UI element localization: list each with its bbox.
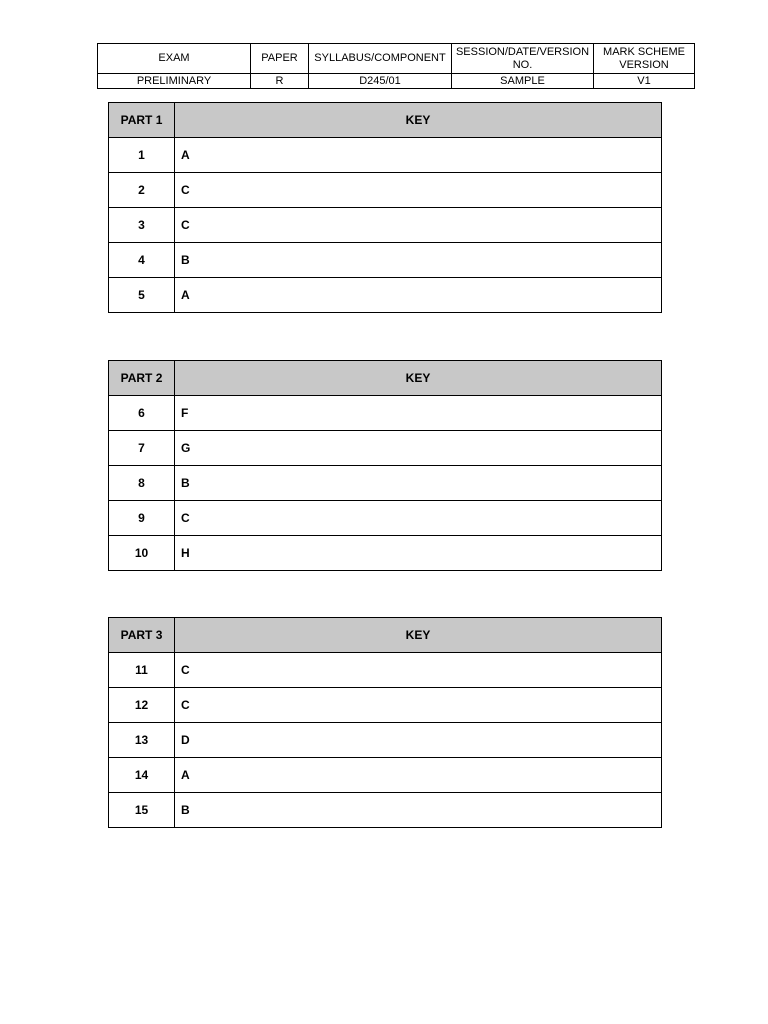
part-label: PART 2 bbox=[109, 361, 175, 396]
answer-key: C bbox=[175, 653, 662, 688]
question-number: 2 bbox=[109, 173, 175, 208]
answer-key: G bbox=[175, 431, 662, 466]
question-number: 1 bbox=[109, 138, 175, 173]
answer-key: F bbox=[175, 396, 662, 431]
table-row bbox=[109, 758, 662, 793]
question-number: 4 bbox=[109, 243, 175, 278]
paper-value: R bbox=[251, 74, 309, 89]
question-number: 10 bbox=[109, 536, 175, 571]
question-number: 8 bbox=[109, 466, 175, 501]
answer-key: A bbox=[175, 138, 662, 173]
part-1-header-row bbox=[109, 103, 662, 138]
table-row bbox=[109, 688, 662, 723]
answer-key: H bbox=[175, 536, 662, 571]
question-number: 5 bbox=[109, 278, 175, 313]
key-label: KEY bbox=[175, 361, 662, 396]
table-row bbox=[109, 723, 662, 758]
answer-key: A bbox=[175, 758, 662, 793]
answer-key: D bbox=[175, 723, 662, 758]
exam-info-header-row bbox=[98, 44, 695, 74]
session-label: SESSION/DATE/VERSION NO. bbox=[452, 44, 594, 74]
question-number: 13 bbox=[109, 723, 175, 758]
mark-scheme-label: MARK SCHEME VERSION bbox=[594, 44, 695, 74]
part-2-header-row bbox=[109, 361, 662, 396]
question-number: 15 bbox=[109, 793, 175, 828]
table-row bbox=[109, 278, 662, 313]
answer-key: A bbox=[175, 278, 662, 313]
exam-label: EXAM bbox=[98, 44, 251, 74]
part-3-key-table bbox=[108, 617, 662, 828]
question-number: 3 bbox=[109, 208, 175, 243]
part-label: PART 1 bbox=[109, 103, 175, 138]
answer-key: B bbox=[175, 466, 662, 501]
answer-key: B bbox=[175, 793, 662, 828]
table-row bbox=[109, 243, 662, 278]
question-number: 12 bbox=[109, 688, 175, 723]
table-row bbox=[109, 501, 662, 536]
table-row bbox=[109, 431, 662, 466]
part-3-header-row bbox=[109, 618, 662, 653]
part-2-key-table bbox=[108, 360, 662, 571]
question-number: 7 bbox=[109, 431, 175, 466]
key-label: KEY bbox=[175, 618, 662, 653]
question-number: 14 bbox=[109, 758, 175, 793]
table-row bbox=[109, 536, 662, 571]
table-row bbox=[109, 208, 662, 243]
part-1-key-table bbox=[108, 102, 662, 313]
part-label: PART 3 bbox=[109, 618, 175, 653]
answer-key: C bbox=[175, 688, 662, 723]
question-number: 11 bbox=[109, 653, 175, 688]
answer-key: C bbox=[175, 208, 662, 243]
table-row bbox=[109, 466, 662, 501]
question-number: 6 bbox=[109, 396, 175, 431]
table-row bbox=[109, 653, 662, 688]
exam-value: PRELIMINARY bbox=[98, 74, 251, 89]
syllabus-label: SYLLABUS/COMPONENT bbox=[309, 44, 452, 74]
table-row bbox=[109, 793, 662, 828]
answer-key: B bbox=[175, 243, 662, 278]
syllabus-value: D245/01 bbox=[309, 74, 452, 89]
session-value: SAMPLE bbox=[452, 74, 594, 89]
table-row bbox=[109, 173, 662, 208]
key-label: KEY bbox=[175, 103, 662, 138]
answer-key: C bbox=[175, 501, 662, 536]
table-row bbox=[109, 396, 662, 431]
paper-label: PAPER bbox=[251, 44, 309, 74]
exam-info-table bbox=[97, 43, 695, 89]
exam-info-value-row bbox=[98, 74, 695, 89]
mark-scheme-value: V1 bbox=[594, 74, 695, 89]
table-row bbox=[109, 138, 662, 173]
question-number: 9 bbox=[109, 501, 175, 536]
answer-key: C bbox=[175, 173, 662, 208]
